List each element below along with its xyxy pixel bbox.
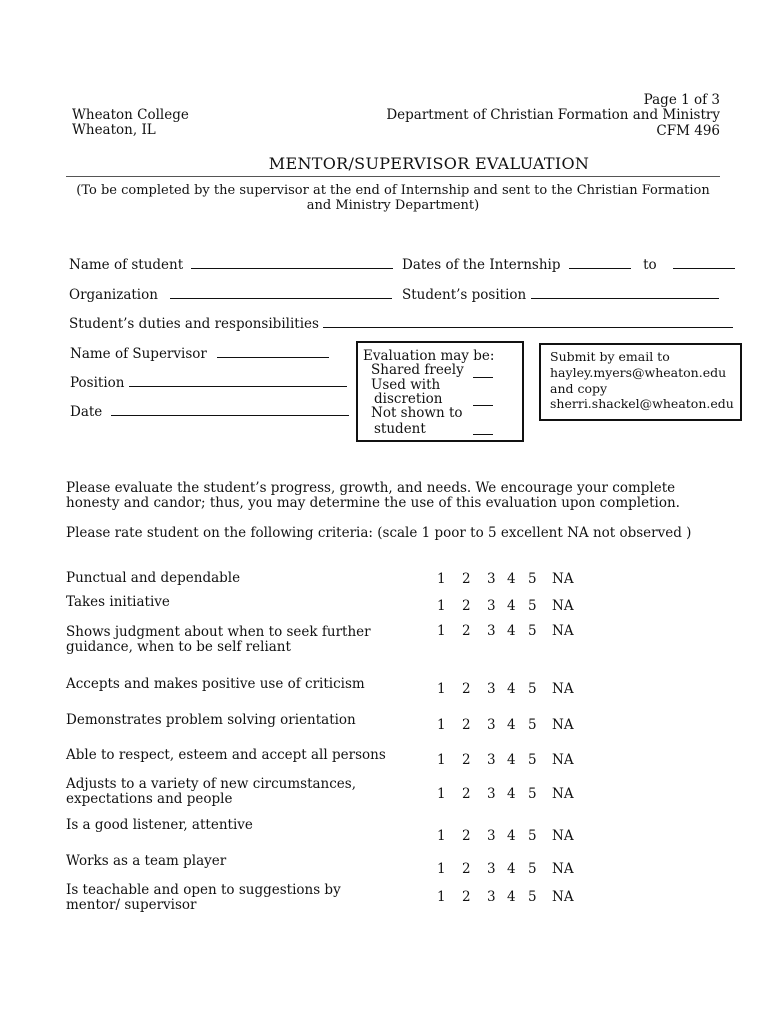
supervisor-name-label: Name of Supervisor [70, 346, 207, 362]
submit-email-box [539, 343, 742, 421]
rating-2[interactable]: 2 [462, 786, 471, 802]
rating-5[interactable]: 5 [528, 623, 537, 639]
dates-of-internship-label: Dates of the Internship [402, 257, 561, 273]
rating-3[interactable]: 3 [487, 889, 496, 905]
rating-1[interactable]: 1 [437, 717, 446, 733]
rating-5[interactable]: 5 [528, 828, 537, 844]
rating-na[interactable]: NA [552, 786, 574, 802]
rating-1[interactable]: 1 [437, 681, 446, 697]
organization-label: Organization [69, 287, 158, 303]
option-not-shown: Not shown to [371, 405, 463, 421]
rating-4[interactable]: 4 [507, 786, 516, 802]
criteria-label: Works as a team player [66, 853, 227, 869]
rating-2[interactable]: 2 [462, 861, 471, 877]
rating-3[interactable]: 3 [487, 828, 496, 844]
submit-by-email-text: Submit by email to [550, 349, 670, 364]
rating-na[interactable]: NA [552, 889, 574, 905]
rating-4[interactable]: 4 [507, 752, 516, 768]
rating-4[interactable]: 4 [507, 861, 516, 877]
rating-2[interactable]: 2 [462, 681, 471, 697]
rating-1[interactable]: 1 [437, 571, 446, 587]
rating-4[interactable]: 4 [507, 681, 516, 697]
rating-4[interactable]: 4 [507, 828, 516, 844]
duties-blank[interactable] [323, 316, 733, 328]
criteria-label: Able to respect, esteem and accept all persons [66, 747, 386, 763]
rating-4[interactable]: 4 [507, 598, 516, 614]
option-not-shown-blank[interactable] [473, 423, 493, 435]
date-field[interactable] [70, 404, 349, 420]
criteria-label: Punctual and dependable [66, 570, 241, 586]
rating-5[interactable]: 5 [528, 571, 537, 587]
rating-1[interactable]: 1 [437, 861, 446, 877]
criteria-label: Demonstrates problem solving orientation [66, 712, 356, 728]
and-copy-text: and copy [550, 381, 608, 396]
rating-5[interactable]: 5 [528, 889, 537, 905]
option-shared-freely-blank[interactable] [473, 366, 493, 378]
rating-1[interactable]: 1 [437, 786, 446, 802]
rating-3[interactable]: 3 [487, 717, 496, 733]
rating-3[interactable]: 3 [487, 623, 496, 639]
rating-4[interactable]: 4 [507, 623, 516, 639]
criteria-label: Accepts and makes positive use of criticism [66, 676, 365, 692]
option-used-with: Used with [371, 377, 441, 393]
date-label: Date [70, 404, 103, 420]
page-title: MENTOR/SUPERVISOR EVALUATION [268, 154, 590, 173]
students-position-label: Student’s position [402, 287, 527, 303]
name-of-student-field[interactable] [69, 257, 393, 273]
rating-2[interactable]: 2 [462, 752, 471, 768]
rating-3[interactable]: 3 [487, 598, 496, 614]
name-of-student-label: Name of student [69, 257, 184, 273]
option-discretion: discretion [374, 391, 443, 407]
institution-name: Wheaton College [72, 107, 189, 123]
page-number: Page 1 of 3 [643, 92, 720, 108]
students-position-field[interactable] [402, 287, 719, 303]
name-of-student-blank[interactable] [191, 257, 393, 269]
date-blank[interactable] [111, 404, 349, 416]
option-shared-freely: Shared freely [371, 362, 464, 378]
institution-location: Wheaton, IL [72, 122, 156, 138]
rating-2[interactable]: 2 [462, 828, 471, 844]
evaluation-sharing-box [356, 341, 524, 442]
criteria-label: Shows judgment about when to seek further guidance, when to be self reliant [66, 624, 371, 655]
rating-5[interactable]: 5 [528, 786, 537, 802]
department-name: Department of Christian Formation and Ministry [386, 107, 720, 123]
rating-2[interactable]: 2 [462, 717, 471, 733]
rating-5[interactable]: 5 [528, 861, 537, 877]
dates-to-label: to [643, 257, 657, 273]
rating-3[interactable]: 3 [487, 786, 496, 802]
submit-email-copy[interactable]: sherri.shackel@wheaton.edu [550, 396, 734, 411]
criteria-label: Takes initiative [66, 594, 170, 610]
rating-2[interactable]: 2 [462, 889, 471, 905]
rating-4[interactable]: 4 [507, 889, 516, 905]
option-discretion-blank[interactable] [473, 394, 493, 406]
rating-instructions: Please rate student on the following criteria: (scale 1 poor to 5 excellent NA not observed ) [66, 525, 692, 541]
rating-na[interactable]: NA [552, 828, 574, 844]
rating-1[interactable]: 1 [437, 623, 446, 639]
duties-label: Student’s duties and responsibilities [69, 316, 319, 332]
course-code: CFM 496 [656, 123, 720, 139]
rating-na[interactable]: NA [552, 861, 574, 877]
page-subtitle: (To be completed by the supervisor at the end of Internship and sent to the Christian Formation and Ministry Department) [76, 183, 710, 213]
rating-na[interactable]: NA [552, 598, 574, 614]
organization-blank[interactable] [170, 287, 392, 299]
rating-1[interactable]: 1 [437, 752, 446, 768]
rating-5[interactable]: 5 [528, 717, 537, 733]
students-position-blank[interactable] [531, 287, 719, 299]
rating-2[interactable]: 2 [462, 598, 471, 614]
organization-field[interactable] [69, 287, 392, 303]
rating-5[interactable]: 5 [528, 752, 537, 768]
submit-email-primary[interactable]: hayley.myers@wheaton.edu [550, 365, 727, 380]
rating-2[interactable]: 2 [462, 623, 471, 639]
rating-4[interactable]: 4 [507, 571, 516, 587]
criteria-label: Is teachable and open to suggestions by mentor/ supervisor [66, 882, 341, 913]
evaluate-instructions: Please evaluate the student’s progress, growth, and needs. We encourage your complete honesty and candor; thus, you may determine the use of this evaluation upon completion. [66, 480, 680, 511]
rating-5[interactable]: 5 [528, 681, 537, 697]
rating-5[interactable]: 5 [528, 598, 537, 614]
rating-na[interactable]: NA [552, 752, 574, 768]
internship-end-blank[interactable] [673, 257, 735, 269]
option-student: student [374, 421, 426, 437]
rating-1[interactable]: 1 [437, 598, 446, 614]
position-label: Position [70, 375, 125, 391]
rating-na[interactable]: NA [552, 717, 574, 733]
rating-4[interactable]: 4 [507, 717, 516, 733]
criteria-label: Adjusts to a variety of new circumstances, expectations and people [66, 776, 357, 807]
rating-3[interactable]: 3 [487, 571, 496, 587]
rating-1[interactable]: 1 [437, 828, 446, 844]
rating-na[interactable]: NA [552, 681, 574, 697]
rating-2[interactable]: 2 [462, 571, 471, 587]
duties-field[interactable] [69, 316, 733, 332]
rating-3[interactable]: 3 [487, 861, 496, 877]
title-divider [66, 176, 720, 177]
rating-na[interactable]: NA [552, 571, 574, 587]
rating-3[interactable]: 3 [487, 752, 496, 768]
supervisor-name-field[interactable] [70, 346, 329, 362]
position-blank[interactable] [129, 375, 347, 387]
rating-1[interactable]: 1 [437, 889, 446, 905]
position-field[interactable] [70, 375, 347, 391]
supervisor-name-blank[interactable] [217, 346, 329, 358]
rating-na[interactable]: NA [552, 623, 574, 639]
dates-of-internship-field[interactable] [402, 257, 735, 273]
internship-start-blank[interactable] [569, 257, 631, 269]
rating-3[interactable]: 3 [487, 681, 496, 697]
evaluation-box-heading: Evaluation may be: [363, 348, 495, 364]
criteria-label: Is a good listener, attentive [66, 817, 253, 833]
